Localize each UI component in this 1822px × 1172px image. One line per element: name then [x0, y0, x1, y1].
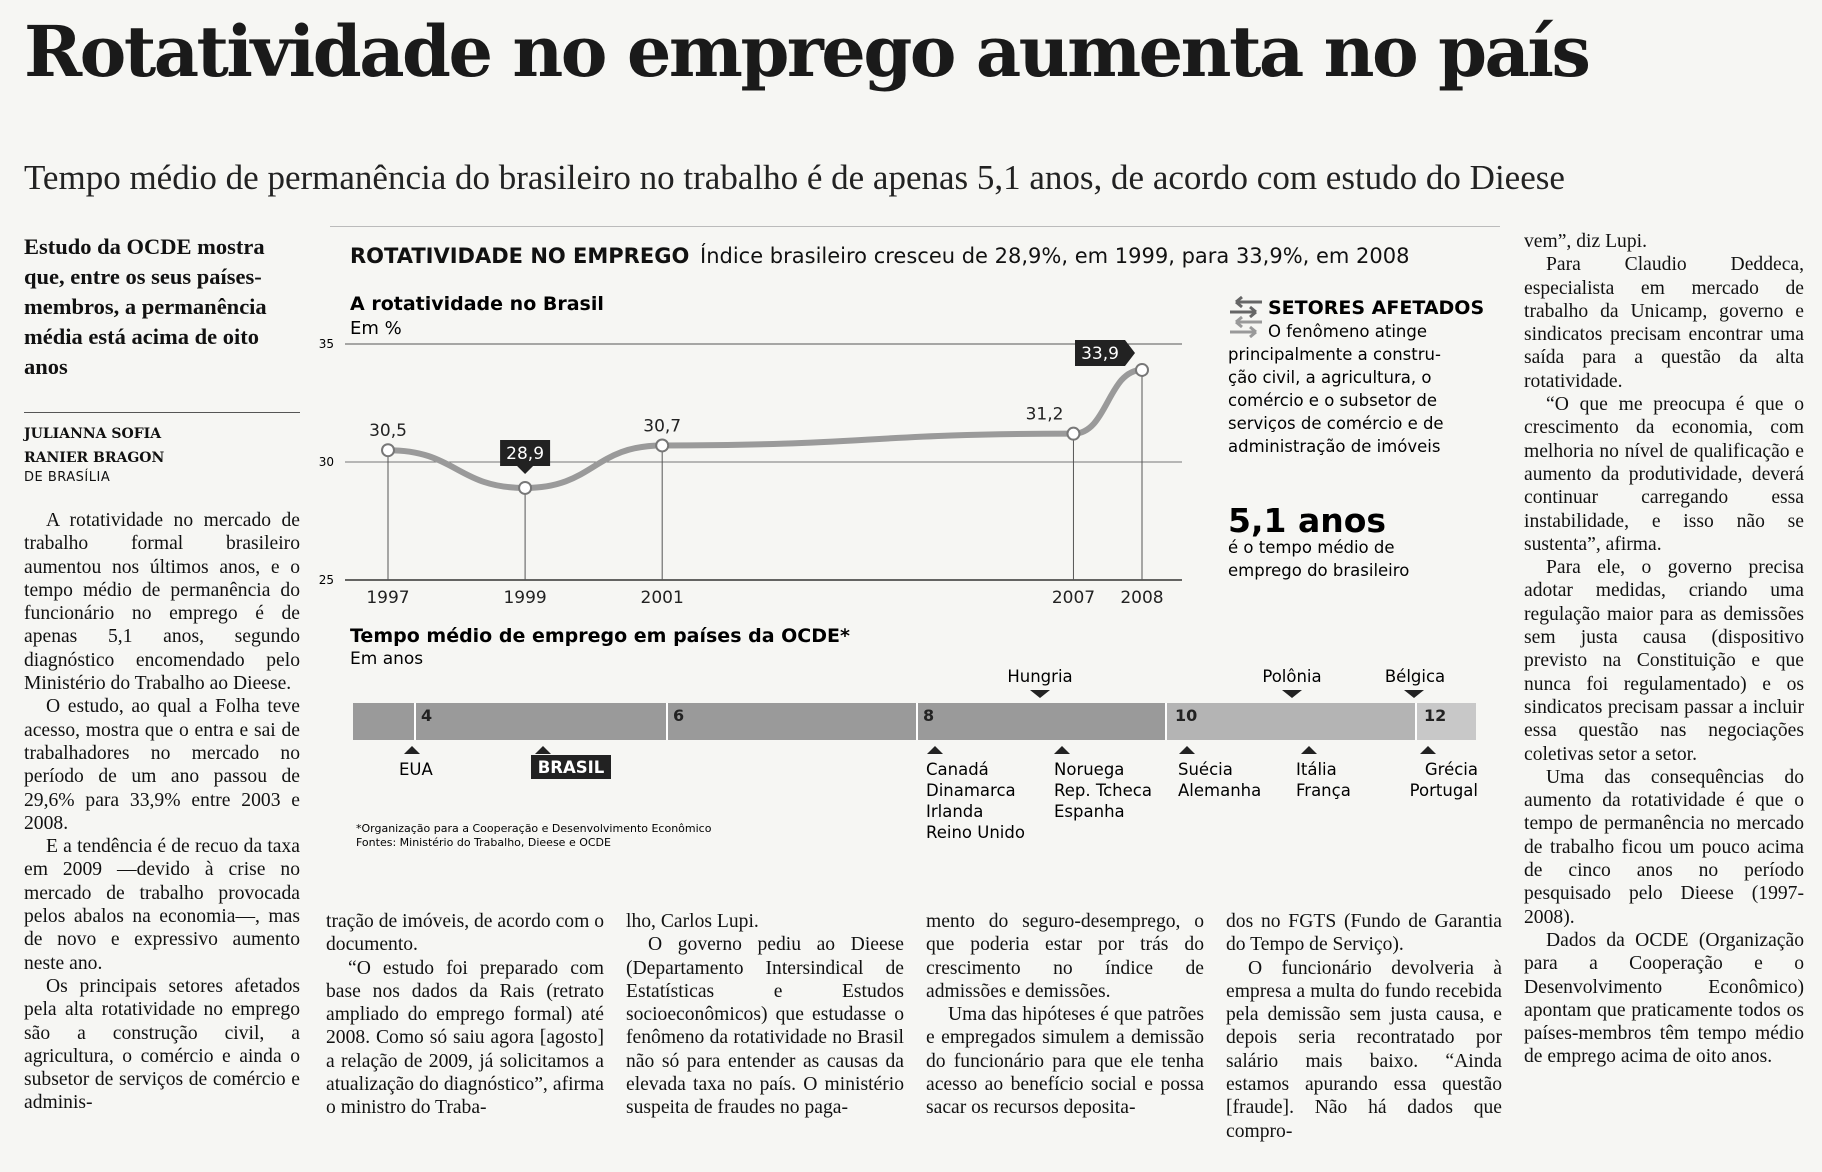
- footnote: *Organização para a Cooperação e Desenvolvimento Econômico: [356, 822, 712, 835]
- scale-bar: [353, 703, 1476, 740]
- line-chart-unit: Em %: [350, 318, 402, 339]
- data-label: 31,2: [1025, 404, 1064, 425]
- paragraph: Dados da OCDE (Organização para a Cooperação e o Desenvolvimento Econômico) apontam que praticamente todos os países-membros têm tempo médio de emprego acima de oito anos.: [1524, 929, 1804, 1068]
- svg-text:O fenômeno atinge: O fenômeno atinge: [1268, 322, 1428, 341]
- country-group-12: Portugal: [1409, 781, 1478, 800]
- big-number-caption: é o tempo médio de: [1228, 538, 1395, 557]
- paragraph: “O estudo foi preparado com base nos dados da Rais (retrato ampliado do emprego formal) até 2008. Como só saiu agora [agosto] a relação de 2009, já solicitamos a atualização do diagnóstico”, afirma o ministro do Traba-: [326, 957, 604, 1119]
- subheadline: Tempo médio de permanência do brasileiro no trabalho é de apenas 5,1 anos, de acordo com estudo do Dieese: [24, 158, 1565, 197]
- dateline: DE BRASÍLIA: [24, 470, 111, 485]
- y-tick: 30: [318, 455, 334, 469]
- sources: Fontes: Ministério do Trabalho, Dieese e OCDE: [356, 836, 611, 849]
- marker-up-icon: [1054, 746, 1070, 754]
- series-line: [388, 370, 1142, 488]
- country-group-8: Reino Unido: [926, 823, 1025, 842]
- column-6: [1524, 230, 1804, 1069]
- country-group-11: França: [1296, 781, 1351, 800]
- data-label: 30,7: [643, 416, 682, 437]
- paragraph: vem”, diz Lupi.: [1524, 231, 1647, 252]
- sectors-text: [1228, 322, 1444, 456]
- svg-text:comércio e o subsetor de: comércio e o subsetor de: [1228, 391, 1438, 410]
- column-2: [326, 910, 604, 1120]
- paragraph: O governo pediu ao Dieese (Departamento Intersindical de Estatísticas e Estudos socioeconômicos) que estudasse o fenômeno da rotatividade no Brasil não só para entender as causas da elevada taxa no país. O ministério suspeita de fraudes no paga-: [626, 934, 904, 1119]
- scale-tick: 6: [673, 706, 685, 725]
- data-point: [382, 444, 394, 456]
- paragraph: Uma das hipóteses é que patrões e empregados simulem a demissão do funcionário para que ele tenha acesso ao benefício social e possa sacar os recursos deposita-: [926, 1004, 1204, 1119]
- paragraph: tração de imóveis, de acordo com o documento.: [326, 911, 605, 956]
- country-eua: EUA: [399, 760, 433, 779]
- sectors-arrows-icon: [1230, 297, 1262, 337]
- country-group-8: Irlanda: [926, 802, 984, 821]
- paragraph: dos no FGTS (Fundo de Garantia do Tempo de Serviço).: [1226, 911, 1502, 956]
- country-group-9: Rep. Tcheca: [1054, 781, 1152, 800]
- scale-title: Tempo médio de emprego em países da OCDE*: [350, 625, 850, 647]
- scale-unit: Em anos: [350, 649, 424, 669]
- paragraph: Os principais setores afetados pela alta rotatividade no emprego são a construção civil, a agricultura, o comércio e ainda o subsetor de serviços de comércio e adminis-: [24, 975, 300, 1114]
- country-group-9: Espanha: [1054, 802, 1125, 821]
- svg-text:principalmente a constru-: principalmente a constru-: [1228, 345, 1441, 364]
- scale-tick: 10: [1175, 706, 1198, 725]
- sectors-title: SETORES AFETADOS: [1268, 297, 1485, 319]
- country-group-12: Grécia: [1424, 760, 1478, 779]
- data-point: [656, 439, 668, 451]
- column-4: [926, 910, 1204, 1120]
- column-5: [1226, 910, 1502, 1143]
- data-label: 30,5: [369, 421, 407, 442]
- data-point: [1136, 364, 1148, 376]
- data-label: 28,9: [506, 443, 545, 464]
- marker-up-icon: [1420, 746, 1436, 754]
- infographic-title: ROTATIVIDADE NO EMPREGO: [350, 244, 690, 268]
- scale-tick: 8: [923, 706, 935, 725]
- marker-down-icon: [1404, 690, 1424, 698]
- scale-tick: 4: [421, 706, 433, 725]
- country-group-10: Alemanha: [1178, 781, 1262, 800]
- scale-tick: 12: [1424, 706, 1447, 725]
- paragraph: A rotatividade no mercado de trabalho formal brasileiro aumentou nos últimos anos, e o tempo médio de permanência do funcionário no emprego é de apenas 5,1 anos, segundo diagnóstico encomendado pelo Ministério do Trabalho ao Dieese.: [24, 510, 300, 695]
- country-group-8: Dinamarca: [926, 781, 1016, 800]
- paragraph: O funcionário devolveria à empresa a multa do fundo recebida pela demissão sem justa causa, e depois seria recontratado por salário mais baixo. “Ainda estamos apurando essa questão [fraude]. Não há dados que compro-: [1226, 957, 1502, 1142]
- author-1: JULIANNA SOFIA: [24, 426, 162, 442]
- marker-up-icon: [1301, 746, 1317, 754]
- column-3: [626, 910, 904, 1120]
- paragraph: Para ele, o governo precisa adotar medidas, criando uma regulação maior para as demissões sem justa causa (dispositivo previsto na Constituição e que nunca foi regulamentado) e os sindicatos precisam passar a incluir essa questão nas negociações coletivas setor a setor.: [1524, 557, 1804, 765]
- paragraph: mento do seguro-desemprego, o que poderia estar por trás do crescimento no índice de admissões e demissões.: [926, 911, 1204, 1002]
- paragraph: “O que me preocupa é que o crescimento da economia, com melhoria no nível de qualificação e aumento da produtividade, deverá continuar carregando essa instabilidade, e isso não se sustenta”, afirma.: [1524, 394, 1804, 555]
- paragraph: Para Claudio Deddeca, especialista em mercado de trabalho da Unicamp, governo e sindicatos precisam encontrar uma saída para a questão da alta rotatividade.: [1524, 254, 1804, 392]
- paragraph: Uma das consequências do aumento da rotatividade é que o tempo de permanência no mercado de trabalho ficou um pouco acima de cinco anos no período pesquisado pelo Dieese (1997-2008).: [1524, 766, 1804, 928]
- big-number-caption: emprego do brasileiro: [1228, 561, 1410, 580]
- x-tick-label: 2008: [1120, 588, 1164, 608]
- country-belgica: Bélgica: [1384, 667, 1446, 686]
- line-chart-title: A rotatividade no Brasil: [350, 293, 604, 315]
- country-group-11: Itália: [1296, 760, 1337, 779]
- country-group-8: Canadá: [926, 760, 989, 779]
- country-group-9: Noruega: [1054, 760, 1125, 779]
- x-tick-label: 1997: [366, 588, 410, 608]
- data-label: 33,9: [1081, 343, 1119, 364]
- x-tick-label: 2001: [640, 588, 684, 608]
- data-point: [519, 482, 531, 494]
- country-brasil: BRASIL: [537, 758, 605, 777]
- svg-text:administração de imóveis: administração de imóveis: [1228, 437, 1441, 456]
- country-hungria: Hungria: [1007, 667, 1073, 686]
- big-number: 5,1 anos: [1228, 501, 1387, 540]
- marker-down-icon: [1030, 690, 1050, 698]
- data-point: [1067, 428, 1079, 440]
- marker-down-icon: [1282, 690, 1302, 698]
- paragraph: O estudo, ao qual a Folha teve acesso, mostra que o entra e sai de trabalhadores no mercado no período de um ano passou de 29,6% para 33,9% entre 2003 e 2008.: [24, 696, 300, 834]
- marker-up-icon: [1179, 746, 1195, 754]
- marker-up-icon: [927, 746, 943, 754]
- svg-text:ção civil, a agricultura, o: ção civil, a agricultura, o: [1228, 368, 1432, 387]
- svg-text:serviços de comércio e de: serviços de comércio e de: [1228, 414, 1444, 433]
- infographic-subtitle: Índice brasileiro cresceu de 28,9%, em 1999, para 33,9%, em 2008: [700, 244, 1410, 268]
- y-tick: 25: [318, 573, 334, 587]
- country-polonia: Polônia: [1262, 667, 1322, 686]
- headline: Rotatividade no emprego aumenta no país: [24, 10, 1589, 93]
- author-2: RANIER BRAGON: [24, 450, 165, 466]
- paragraph: lho, Carlos Lupi.: [626, 911, 759, 932]
- marker-up-icon: [404, 746, 420, 754]
- line-chart-plot: [366, 340, 1163, 608]
- y-tick: 35: [318, 337, 334, 351]
- marker-up-icon: [535, 746, 551, 754]
- x-tick-label: 1999: [503, 588, 547, 608]
- country-group-10: Suécia: [1178, 760, 1233, 779]
- x-tick-label: 2007: [1051, 588, 1096, 608]
- paragraph: E a tendência é de recuo da taxa em 2009 —devido à crise no mercado de trabalho provocada pelos abalos na economia—, mas de novo e expressivo aumento neste ano.: [24, 836, 300, 974]
- lead-summary: Estudo da OCDE mostra que, entre os seus países-membros, a permanência média está acima de oito anos: [24, 234, 267, 379]
